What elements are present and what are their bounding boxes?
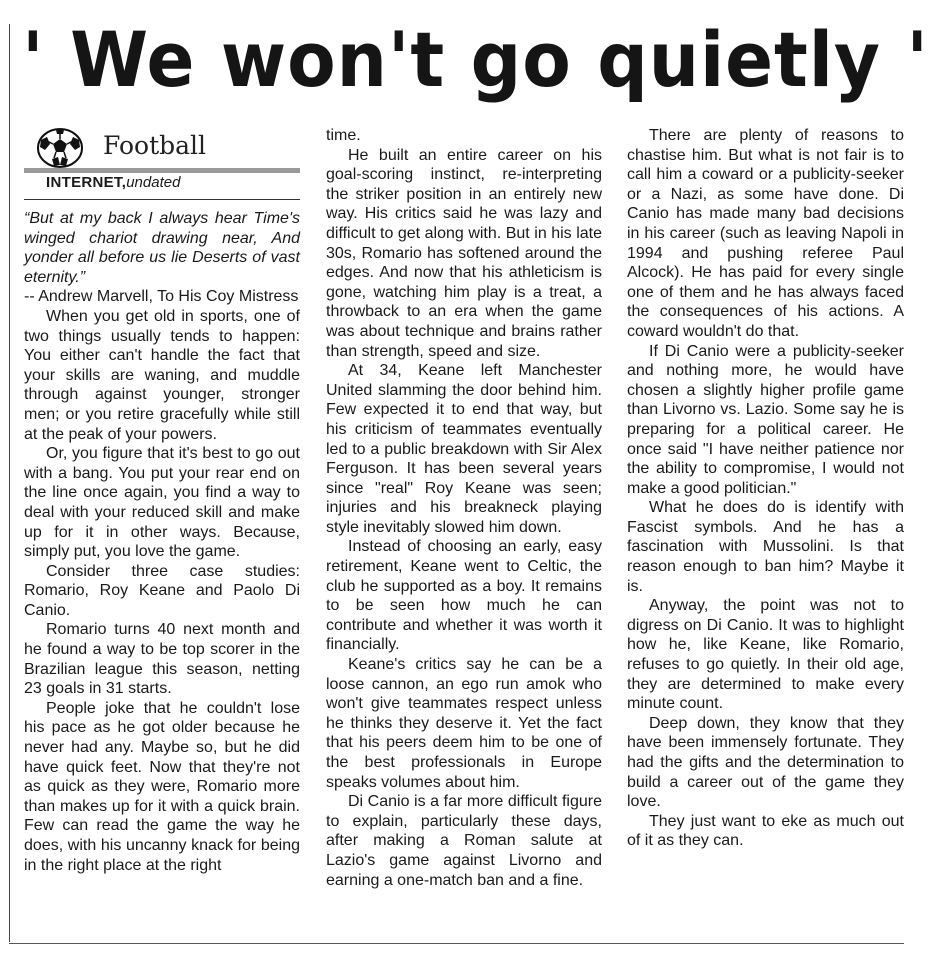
headline: ' We won't go quietly ': [22, 15, 929, 104]
paragraph: They just want to eke as much out of it as they can.: [627, 812, 904, 850]
paragraph: People joke that he couldn't lose his pace as he got older because he never had any. Maybe so, but he did have quick feet. Now that they're not as quick as they were, Romario more than makes up for it with a quick brain. Few can read the game the way he does, with his uncanny knack for being in the right place at the right: [24, 699, 300, 874]
section-title: Football: [103, 131, 207, 160]
byline: [24, 173, 300, 193]
paragraph: There are plenty of reasons to chastise him. But what is not fair is to call him a coward or a publicity-seeker or a Nazi, as some have done. Di Canio has made many bad decisions in his career (such as leaving Napoli in 1994 and pushing referee Paul Alcock). He has paid for every single one of them and he has always faced the consequences of his actions. A coward wouldn't do that.: [627, 127, 904, 340]
paragraph: If Di Canio were a publicity-seeker and nothing more, he would have chosen a slightly higher profile game than Livorno vs. Lazio. Some say he is preparing for a political career. He once said "I have neither patience nor the ability to compromise, I would not make a good politician.": [627, 342, 904, 497]
paragraph: Di Canio is a far more difficult figure to explain, particularly these days, after making a Roman salute at Lazio's game against Livorno and earning a one-match ban and a fine.: [326, 793, 602, 889]
paragraph: At 34, Keane left Manchester United slamming the door behind him. Few expected it to end that way, but his criticism of teammates eventually led to a public breakdown with Sir Alex Ferguson. It has been several years since "real" Roy Keane was seen; injuries and his breakneck playing style inevitably slowed him down.: [326, 362, 602, 536]
paragraph: Keane's critics say he can be a loose cannon, an ego run amok who won't give teammates respect unless he thinks they deserve it. Yet the fact that his peers deem him to be one of the best professionals in Europe speaks volumes about him.: [326, 656, 602, 791]
paragraph: He built an entire career on his goal-scoring instinct, re-interpreting the striker position in an entirely new way. His critics said he was lazy and difficult to get along with. But in his late 30s, Romario has softened around the edges. And now that his athleticism is gone, watching him play is a treat, a throwback to an era when the game was about technique and brains rather than strength, speed and size.: [326, 146, 602, 360]
column-3: [627, 126, 904, 851]
paragraph: When you get old in sports, one of two things usually tends to happen: You either can't handle the fact that your skills are waning, and muddle through against younger, stronger men; or you retire gracefully while still at the peak of your powers.: [24, 307, 300, 443]
byline-rule: [24, 199, 300, 200]
byline-source: INTERNET,: [46, 174, 127, 191]
paragraph: time.: [326, 127, 361, 144]
paragraph: Anyway, the point was not to digress on Di Canio. It was to highlight how he, like Keane, like Romario, refuses to go quietly. In their old age, they are determined to make every minute count.: [627, 597, 904, 713]
section-header: [24, 128, 300, 168]
byline-date: undated: [126, 174, 181, 191]
paragraph: Or, you figure that it's best to go out with a bang. You put your rear end on the line once again, you find a way to deal with your reduced skill and make up for it in other ways. Because, simply put, you love the game.: [24, 445, 300, 561]
epigraph-quote: “But at my back I always hear Time's winged chariot drawing near, And yonder all before us lie Deserts of vast eternity.”: [24, 210, 300, 286]
paragraph: Consider three case studies: Romario, Roy Keane and Paolo Di Canio.: [24, 562, 300, 619]
soccer-ball-icon: [36, 128, 84, 168]
paragraph: Romario turns 40 next month and he found a way to be top scorer in the Brazilian league this season, netting 23 goals in 31 starts.: [24, 621, 300, 698]
column-1: [24, 128, 300, 875]
paragraph: Deep down, they know that they have been immensely fortunate. They had the gifts and the determination to build a career out of the game they love.: [627, 714, 904, 811]
epigraph-attribution: -- Andrew Marvell, To His Coy Mistress: [24, 288, 299, 306]
left-border-rule: [9, 24, 10, 942]
paragraph: Instead of choosing an early, easy retirement, Keane went to Celtic, the club he supported as a boy. It remains to be seen how much he can contribute and whether it was worth it financially.: [326, 538, 602, 654]
column-2: [326, 126, 602, 890]
bottom-rule: [9, 943, 904, 944]
paragraph: What he does do is identify with Fascist symbols. And he has a fascination with Mussolini. Is that reason enough to ban him? Maybe it is.: [627, 499, 904, 595]
